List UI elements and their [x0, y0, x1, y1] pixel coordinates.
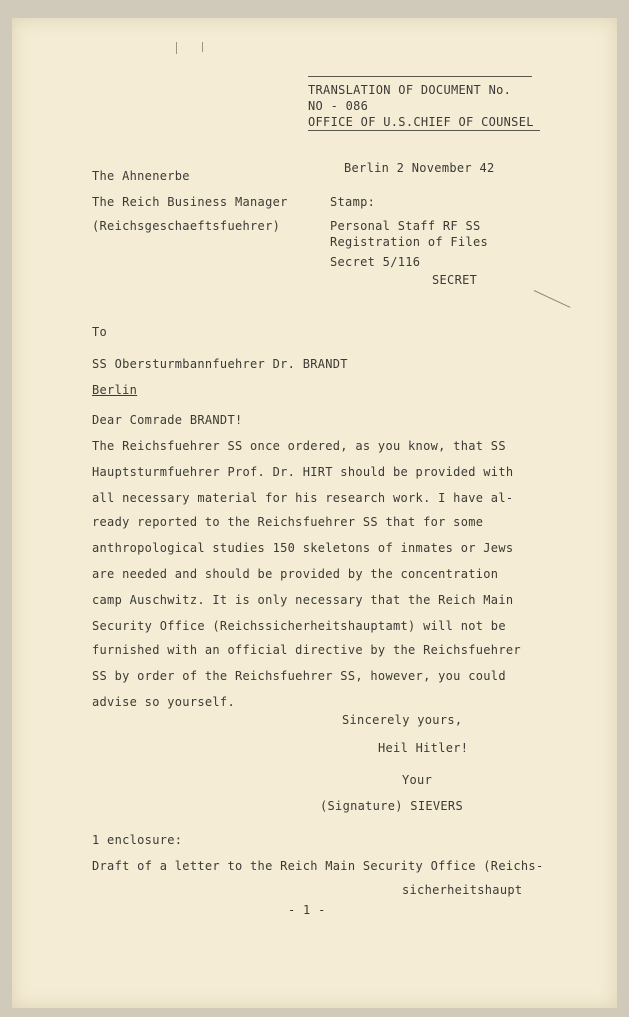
stamp-secret: SECRET — [432, 273, 478, 287]
letter-date: Berlin 2 November 42 — [344, 161, 495, 175]
enclosure-line-2: sicherheitshaupt — [402, 883, 523, 897]
stamp-registration: Registration of Files — [330, 235, 489, 249]
enclosure-line-1: Draft of a letter to the Reich Main Security Office (Reichs- — [92, 859, 544, 873]
header-office: OFFICE OF U.S.CHIEF OF COUNSEL — [308, 115, 534, 129]
body-line: The Reichsfuehrer SS once ordered, as you know, that SS — [92, 439, 506, 453]
enclosure-label: 1 enclosure: — [92, 833, 183, 847]
header-document-number: NO - 086 — [308, 99, 369, 113]
pencil-mark — [176, 42, 177, 54]
sender-line-2: The Reich Business Manager — [92, 195, 288, 209]
stamp-staff: Personal Staff RF SS — [330, 219, 481, 233]
page-number: - 1 - — [288, 903, 326, 917]
recipient-city: Berlin — [92, 383, 138, 397]
closing-signature: (Signature) SIEVERS — [320, 799, 463, 813]
body-line: ready reported to the Reichsfuehrer SS that for some — [92, 515, 484, 529]
body-line: camp Auschwitz. It is only necessary that the Reich Main — [92, 593, 514, 607]
pencil-mark — [534, 290, 571, 308]
body-line: Security Office (Reichssicherheitshauptamt) will not be — [92, 619, 506, 633]
closing-heil: Heil Hitler! — [378, 741, 469, 755]
closing-your: Your — [402, 773, 433, 787]
pencil-mark — [202, 42, 203, 52]
document-page — [12, 18, 617, 1008]
header-translation: TRANSLATION OF DOCUMENT No. — [308, 83, 512, 97]
recipient-name: SS Obersturmbannfuehrer Dr. BRANDT — [92, 357, 348, 371]
body-line: advise so yourself. — [92, 695, 235, 709]
stamp-secret-number: Secret 5/116 — [330, 255, 421, 269]
body-line: are needed and should be provided by the concentration — [92, 567, 499, 581]
header-rule-top — [308, 76, 532, 77]
body-line: SS by order of the Reichsfuehrer SS, however, you could — [92, 669, 506, 683]
header-rule-bottom — [308, 130, 540, 131]
body-line: all necessary material for his research work. I have al- — [92, 491, 514, 505]
sender-line-3: (Reichsgeschaeftsfuehrer) — [92, 219, 281, 233]
stamp-label: Stamp: — [330, 195, 376, 209]
closing-sincerely: Sincerely yours, — [342, 713, 463, 727]
body-line: furnished with an official directive by the Reichsfuehrer — [92, 643, 521, 657]
body-line: Hauptsturmfuehrer Prof. Dr. HIRT should be provided with — [92, 465, 514, 479]
sender-line-1: The Ahnenerbe — [92, 169, 190, 183]
body-line: anthropological studies 150 skeletons of inmates or Jews — [92, 541, 514, 555]
salutation: Dear Comrade BRANDT! — [92, 413, 243, 427]
recipient-to: To — [92, 325, 108, 339]
